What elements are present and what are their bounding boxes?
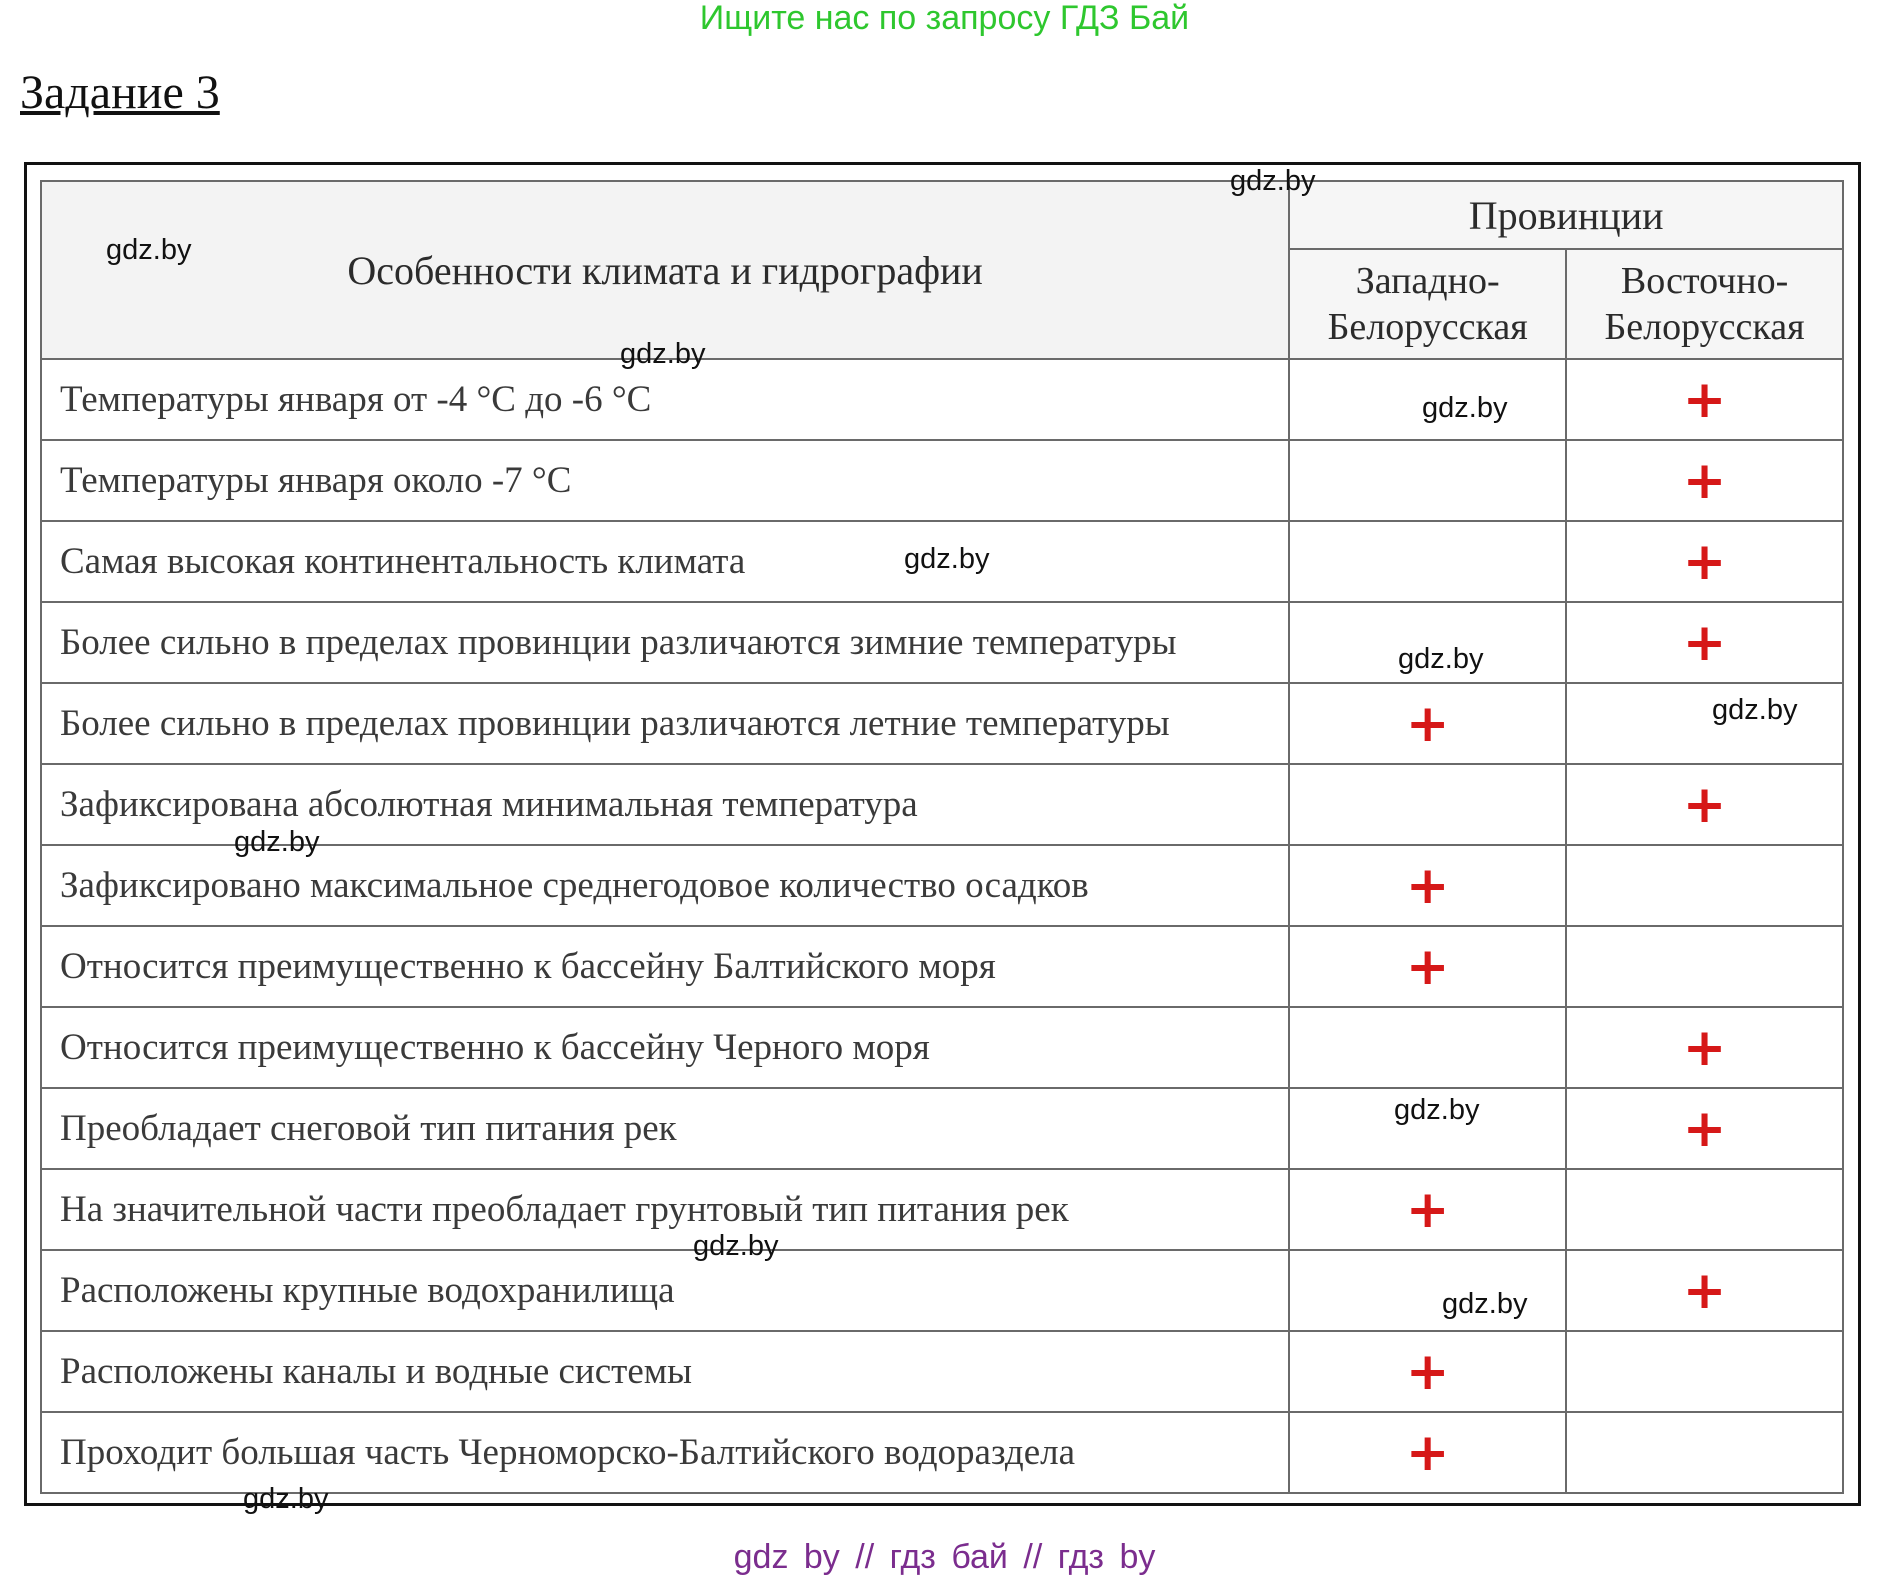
- mark-east: +: [1566, 1007, 1843, 1088]
- watermark: gdz.by: [1422, 392, 1508, 424]
- row-text: Проходит большая часть Черноморско-Балтийского водораздела: [41, 1412, 1289, 1493]
- row-text: На значительной части преобладает грунтовый тип питания рек: [41, 1169, 1289, 1250]
- mark-west: +: [1289, 845, 1566, 926]
- mark-west: +: [1289, 926, 1566, 1007]
- provinces-header: Провинции: [1289, 181, 1843, 249]
- table-row: [41, 683, 1843, 764]
- watermark: gdz.by: [106, 234, 192, 266]
- mark-west: [1289, 764, 1566, 845]
- table-row: [41, 1331, 1843, 1412]
- row-text: Относится преимущественно к бассейну Балтийского моря: [41, 926, 1289, 1007]
- row-text: Относится преимущественно к бассейну Черного моря: [41, 1007, 1289, 1088]
- watermark: gdz.by: [1230, 165, 1316, 197]
- mark-east: +: [1566, 1088, 1843, 1169]
- mark-east: +: [1566, 521, 1843, 602]
- table-row: [41, 926, 1843, 1007]
- mark-east: [1566, 1331, 1843, 1412]
- mark-west: [1289, 1007, 1566, 1088]
- column-header-east: Восточно-Белорусская: [1566, 249, 1843, 359]
- watermark: gdz.by: [1442, 1288, 1528, 1320]
- table-row: [41, 1250, 1843, 1331]
- task-title: Задание 3: [20, 66, 220, 119]
- mark-east: +: [1566, 359, 1843, 440]
- feature-header: Особенности климата и гидрографии: [41, 181, 1289, 359]
- watermark: gdz.by: [693, 1230, 779, 1262]
- row-text: Температуры января около -7 °C: [41, 440, 1289, 521]
- row-text: Зафиксировано максимальное среднегодовое количество осадков: [41, 845, 1289, 926]
- watermark: gdz.by: [1394, 1094, 1480, 1126]
- row-text: Более сильно в пределах провинции различаются летние температуры: [41, 683, 1289, 764]
- mark-west: +: [1289, 1331, 1566, 1412]
- table-row: [41, 359, 1843, 440]
- table-row: [41, 1412, 1843, 1493]
- mark-east: [1566, 845, 1843, 926]
- row-text: Зафиксирована абсолютная минимальная температура: [41, 764, 1289, 845]
- watermark: gdz.by: [243, 1483, 329, 1515]
- table-row: [41, 440, 1843, 521]
- watermark: gdz.by: [1398, 643, 1484, 675]
- row-text: Самая высокая континентальность климата: [41, 521, 1289, 602]
- row-text: Расположены каналы и водные системы: [41, 1331, 1289, 1412]
- watermark: gdz.by: [1712, 694, 1798, 726]
- watermark: gdz.by: [904, 543, 990, 575]
- mark-east: [1566, 926, 1843, 1007]
- mark-west: +: [1289, 683, 1566, 764]
- table-row: [41, 1007, 1843, 1088]
- column-header-west: Западно-Белорусская: [1289, 249, 1566, 359]
- row-text: Более сильно в пределах провинции различаются зимние температуры: [41, 602, 1289, 683]
- row-text: Температуры января от -4 °C до -6 °C: [41, 359, 1289, 440]
- mark-west: [1289, 440, 1566, 521]
- mark-east: +: [1566, 764, 1843, 845]
- mark-west: [1289, 521, 1566, 602]
- table-row: [41, 1169, 1843, 1250]
- watermark: gdz.by: [234, 826, 320, 858]
- mark-east: +: [1566, 440, 1843, 521]
- mark-west: +: [1289, 1169, 1566, 1250]
- table-row: [41, 602, 1843, 683]
- mark-east: [1566, 1169, 1843, 1250]
- search-banner: Ищите нас по запросу ГДЗ Бай: [699, 0, 1190, 37]
- mark-east: +: [1566, 1250, 1843, 1331]
- mark-east: +: [1566, 602, 1843, 683]
- watermark: gdz.by: [620, 338, 706, 370]
- mark-east: [1566, 1412, 1843, 1493]
- table-row: [41, 1088, 1843, 1169]
- mark-west: +: [1289, 1412, 1566, 1493]
- row-text: Расположены крупные водохранилища: [41, 1250, 1289, 1331]
- row-text: Преобладает снеговой тип питания рек: [41, 1088, 1289, 1169]
- footer-links: gdz by // гдз бай // гдз by: [733, 1538, 1156, 1576]
- mark-east: [1566, 683, 1843, 764]
